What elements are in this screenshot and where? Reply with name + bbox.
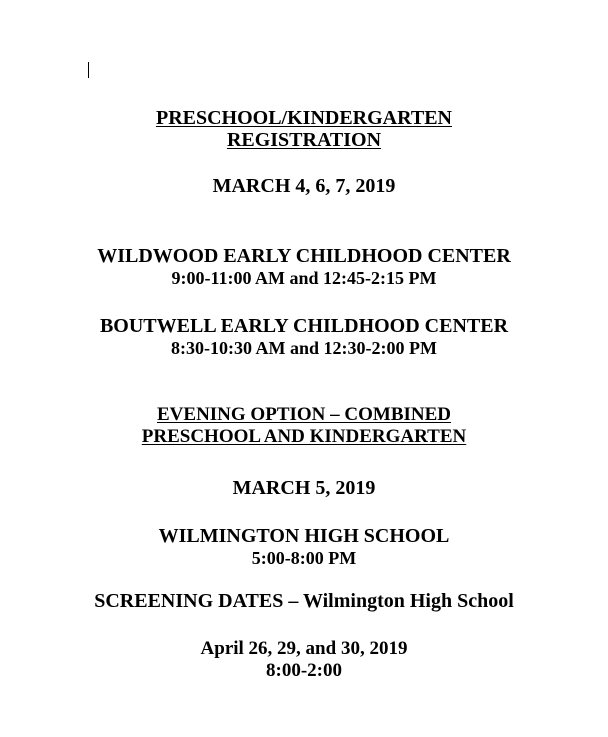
text-caret [88, 62, 89, 78]
screening-dates-block [0, 638, 608, 682]
session-wildwood-times: 9:00-11:00 AM and 12:45-2:15 PM [171, 268, 437, 288]
main-registration-dates [0, 175, 608, 197]
session-boutwell [0, 315, 608, 359]
main-registration-dates-text: MARCH 4, 6, 7, 2019 [212, 175, 396, 197]
evening-option-times: 5:00-8:00 PM [251, 548, 357, 568]
page-title [0, 107, 608, 151]
session-wildwood-venue: WILDWOOD EARLY CHILDHOOD CENTER [97, 245, 511, 267]
screening-times: 8:00-2:00 [266, 660, 342, 681]
page-title-line-2: REGISTRATION [226, 129, 382, 151]
page-title-line-1: PRESCHOOL/KINDERGARTEN [155, 107, 452, 129]
evening-option-venue-block [0, 525, 608, 569]
evening-option-date-text: MARCH 5, 2019 [232, 477, 376, 499]
screening-heading-text: SCREENING DATES – Wilmington High School [94, 590, 514, 612]
evening-option-heading-line-1: EVENING OPTION – COMBINED [157, 404, 451, 425]
session-wildwood [0, 245, 608, 289]
screening-dates: April 26, 29, and 30, 2019 [200, 638, 408, 659]
evening-option-heading [0, 404, 608, 448]
session-boutwell-venue: BOUTWELL EARLY CHILDHOOD CENTER [99, 315, 509, 337]
evening-option-heading-line-2: PRESCHOOL AND KINDERGARTEN [141, 426, 467, 447]
evening-option-venue: WILMINGTON HIGH SCHOOL [158, 525, 450, 547]
screening-heading [0, 590, 608, 612]
session-boutwell-times: 8:30-10:30 AM and 12:30-2:00 PM [171, 338, 437, 358]
evening-option-date [0, 477, 608, 499]
